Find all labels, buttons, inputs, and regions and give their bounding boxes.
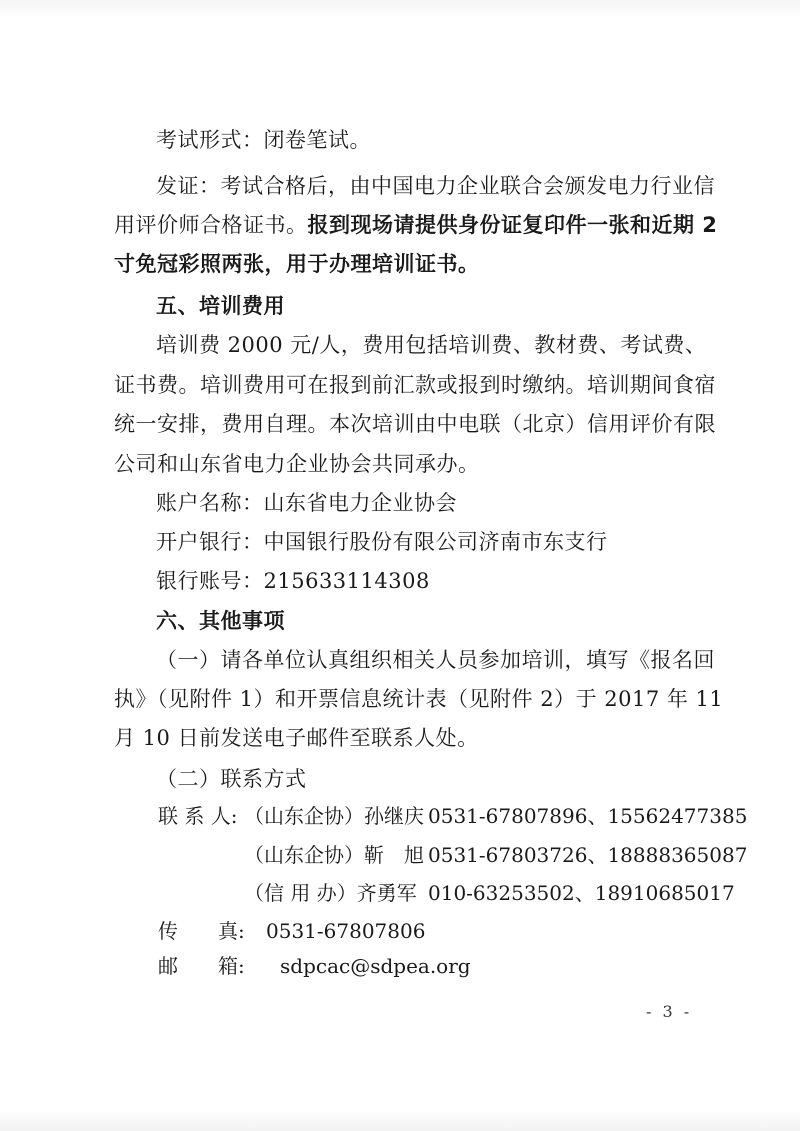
section-heading-fees: 五、培训费用 (156, 294, 285, 318)
email-label: 邮 箱: (158, 954, 245, 978)
fax-label: 传 真: (158, 919, 245, 943)
contact-phones-3: 010-63253502、18910685017 (428, 881, 735, 905)
item-two-heading: （二）联系方式 (156, 767, 307, 791)
item-one-line-2: 执》（见附件 1）和开票信息统计表（见附件 2）于 2017 年 11 (114, 687, 724, 711)
certification-line-3: 寸免冠彩照两张，用于办理培训证书。 (114, 252, 480, 276)
fee-line-4: 公司和山东省电力企业协会共同承办。 (114, 452, 480, 476)
certification-text: 用评价师合格证书。 (114, 213, 308, 237)
fee-line-3: 统一安排，费用自理。本次培训由中电联（北京）信用评价有限 (114, 412, 716, 436)
contact-label: 联 系 人: (158, 804, 238, 828)
account-name-line: 账户名称：山东省电力企业协会 (156, 491, 457, 515)
contact-phones-2: 0531-67803726、18888365087 (428, 843, 748, 867)
page-number: - 3 - (646, 1002, 693, 1021)
registration-requirement-text: 报到现场请提供身份证复印件一张和近期 2 (307, 213, 718, 237)
section-heading-other: 六、其他事项 (156, 609, 285, 633)
contact-org-2: （山东企协）靳 旭 (244, 843, 424, 867)
fee-line-1: 培训费 2000 元/人，费用包括培训费、教材费、考试费、 (156, 333, 707, 357)
exam-format-line: 考试形式：闭卷笔试。 (156, 128, 371, 152)
contact-phones-1: 0531-67807896、15562477385 (428, 804, 748, 828)
certification-line-2 (114, 210, 718, 240)
certification-line-1: 发证：考试合格后，由中国电力企业联合会颁发电力行业信 (156, 174, 715, 198)
fee-line-2: 证书费。培训费用可在报到前汇款或报到时缴纳。培训期间食宿 (114, 373, 716, 397)
contact-org-3: （信 用 办）齐勇军 (244, 881, 417, 905)
bank-line: 开户银行：中国银行股份有限公司济南市东支行 (156, 530, 608, 554)
account-number-line: 银行账号：215633114308 (156, 569, 430, 593)
item-one-line-3: 月 10 日前发送电子邮件至联系人处。 (114, 726, 479, 750)
fax-number: 0531-67807806 (266, 919, 426, 943)
item-one-line-1: （一）请各单位认真组织相关人员参加培训，填写《报名回 (156, 648, 715, 672)
email-address[interactable]: sdpcac@sdpea.org (280, 954, 471, 978)
contact-org-1: （山东企协）孙继庆 (244, 804, 424, 828)
